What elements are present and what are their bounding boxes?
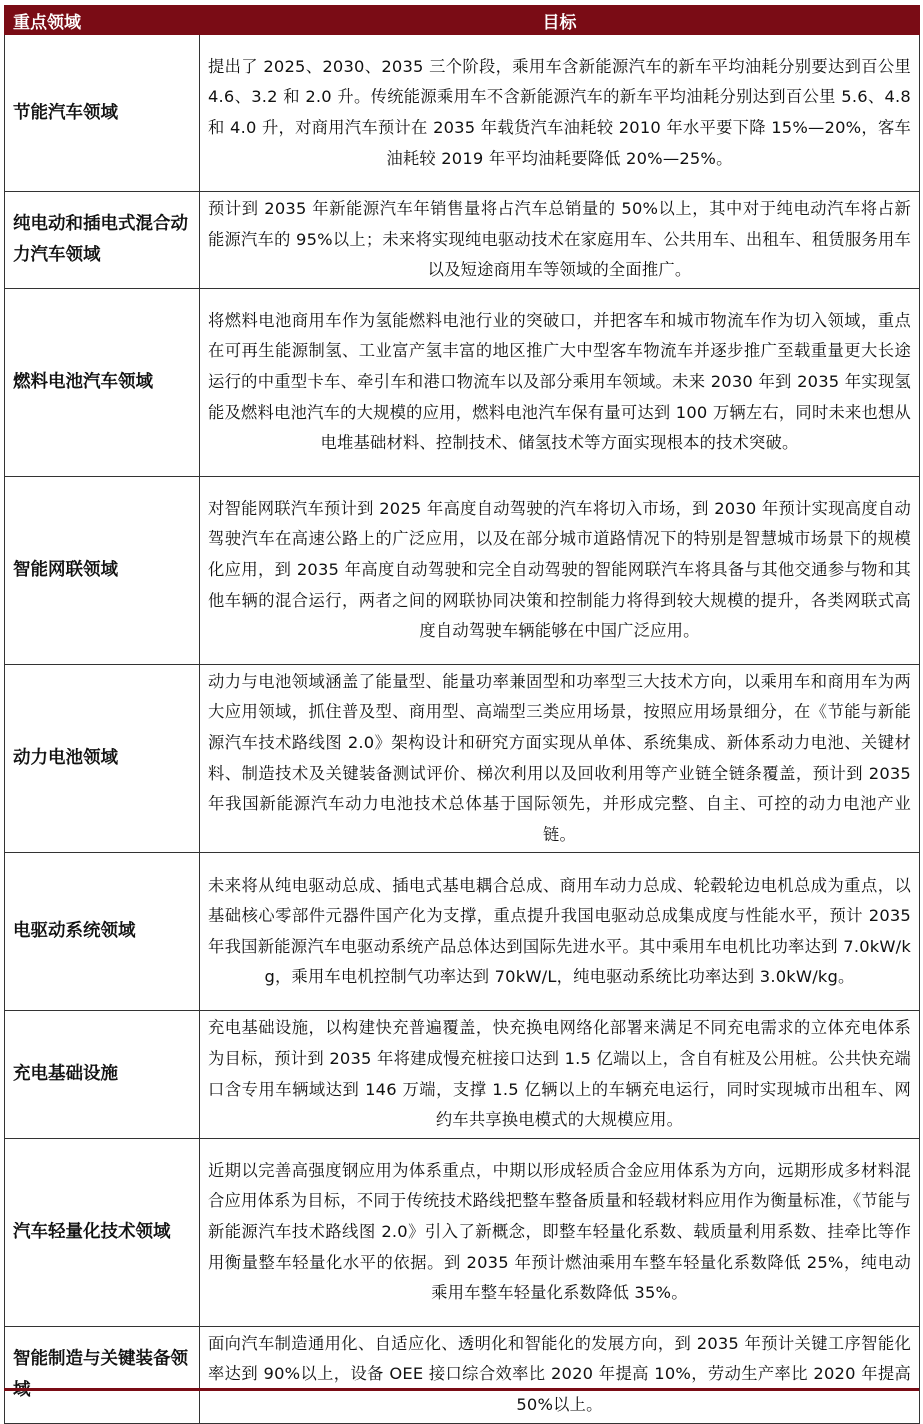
table-row	[5, 853, 920, 1011]
goal-cell: 对智能网联汽车预计到 2025 年高度自动驾驶的汽车将切入市场，到 2030 年预计实现高度自动驾驶汽车在高速公路上的广泛应用，以及在部分城市道路情况下的特别是智慧城市场景下的规模化应用，到 2035 年高度自动驾驶和完全自动驾驶的智能网联汽车将具备与其他交通参与物和其他车辆的混合运行，两者之间的网联协同决策和控制能力将得到较大规模的提升，各类网联式高度自动驾驶车辆能够在中国广泛应用。	[200, 476, 920, 664]
table-row	[5, 288, 920, 476]
field-cell: 燃料电池汽车领域	[5, 288, 200, 476]
bottom-rule	[4, 1388, 919, 1391]
goal-cell: 未来将从纯电驱动总成、插电式基电耦合总成、商用车动力总成、轮毂轮边电机总成为重点，以基础核心零部件元器件国产化为支撑，重点提升我国电驱动总成集成度与性能水平，预计 2035 年我国新能源汽车电驱动系统产品总体达到国际先进水平。其中乘用车电机比功率达到 7.0kW/kg，乘用车电机控制气功率达到 70kW/L，纯电驱动系统比功率达到 3.0kW/kg。	[200, 853, 920, 1011]
table-header-row	[5, 6, 920, 35]
field-cell: 汽车轻量化技术领域	[5, 1138, 200, 1326]
header-field: 重点领域	[5, 6, 200, 35]
field-cell: 动力电池领域	[5, 664, 200, 853]
header-goal: 目标	[200, 6, 920, 35]
goal-cell: 近期以完善高强度钢应用为体系重点，中期以形成轻质合金应用体系为方向，远期形成多材料混合应用体系为目标，不同于传统技术路线把整车整备质量和轻载材料应用作为衡量标准，《节能与新能源汽车技术路线图 2.0》引入了新概念，即整车轻量化系数、载质量利用系数、挂牵比等作用衡量整车轻量化水平的依据。到 2035 年预计燃油乘用车整车轻量化系数降低 25%，纯电动乘用车整车轻量化系数降低 35%。	[200, 1138, 920, 1326]
field-cell: 电驱动系统领域	[5, 853, 200, 1011]
goal-cell: 动力与电池领域涵盖了能量型、能量功率兼固型和功率型三大技术方向，以乘用车和商用车为两大应用领域，抓住普及型、商用型、高端型三类应用场景，按照应用场景细分，在《节能与新能源汽车技术路线图 2.0》架构设计和研究方面实现从单体、系统集成、新体系动力电池、关键材料、制造技术及关键装备测试评价、梯次利用以及回收利用等产业链全链条覆盖，预计到 2035 年我国新能源汽车动力电池技术总体基于国际领先，并形成完整、自主、可控的动力电池产业链。	[200, 664, 920, 853]
goal-cell: 面向汽车制造通用化、自适应化、透明化和智能化的发展方向，到 2035 年预计关键工序智能化率达到 90%以上，设备 OEE 接口综合效率比 2020 年提高 10%，劳动生产率比 2020 年提高 50%以上。	[200, 1326, 920, 1423]
field-cell: 智能制造与关键装备领	[5, 1326, 200, 1423]
goal-cell: 充电基础设施，以构建快充普遍覆盖，快充换电网络化部署来满足不同充电需求的立体充电体系为目标，预计到 2035 年将建成慢充桩接口达到 1.5 亿端以上，含自有桩及公用桩。公共快充端口含专用车辆域达到 146 万端，支撑 1.5 亿辆以上的车辆充电运行，同时实现城市出租车、网约车共享换电模式的大规模应用。	[200, 1011, 920, 1138]
field-cell: 充电基础设施	[5, 1011, 200, 1138]
field-cell: 纯电动和插电式混合动力汽车领域	[5, 192, 200, 289]
table-row	[5, 35, 920, 192]
table-row	[5, 1138, 920, 1326]
goal-cell: 将燃料电池商用车作为氢能燃料电池行业的突破口，并把客车和城市物流车作为切入领域，重点在可再生能源制氢、工业富产氢丰富的地区推广大中型客车物流车并逐步推广至载重量更大长途运行的中重型卡车、牵引车和港口物流车以及部分乘用车领域。未来 2030 年到 2035 年实现氢能及燃料电池汽车的大规模的应用，燃料电池汽车保有量可达到 100 万辆左右，同时未来也想从电堆基础材料、控制技术、储氢技术等方面实现根本的技术突破。	[200, 288, 920, 476]
table-row	[5, 192, 920, 289]
field-cell: 节能汽车领域	[5, 35, 200, 192]
table-row	[5, 1011, 920, 1138]
goal-cell: 提出了 2025、2030、2035 三个阶段，乘用车含新能源汽车的新车平均油耗分别要达到百公里 4.6、3.2 和 2.0 升。传统能源乘用车不含新能源汽车的新车平均油耗分别达到百公里 5.6、4.8 和 4.0 升，对商用汽车预计在 2035 年载货汽车油耗较 2010 年水平要下降 15%—20%，客车油耗较 2019 年平均油耗要降低 20%—25%。	[200, 35, 920, 192]
key-fields-goals-table	[4, 5, 920, 1424]
table-row	[5, 476, 920, 664]
table-row	[5, 1326, 920, 1423]
field-cell: 智能网联领域	[5, 476, 200, 664]
table-row	[5, 664, 920, 853]
goal-cell: 预计到 2035 年新能源汽车年销售量将占汽车总销量的 50%以上，其中对于纯电动汽车将占新能源汽车的 95%以上；未来将实现纯电驱动技术在家庭用车、公共用车、出租车、租赁服务用车以及短途商用车等领域的全面推广。	[200, 192, 920, 289]
